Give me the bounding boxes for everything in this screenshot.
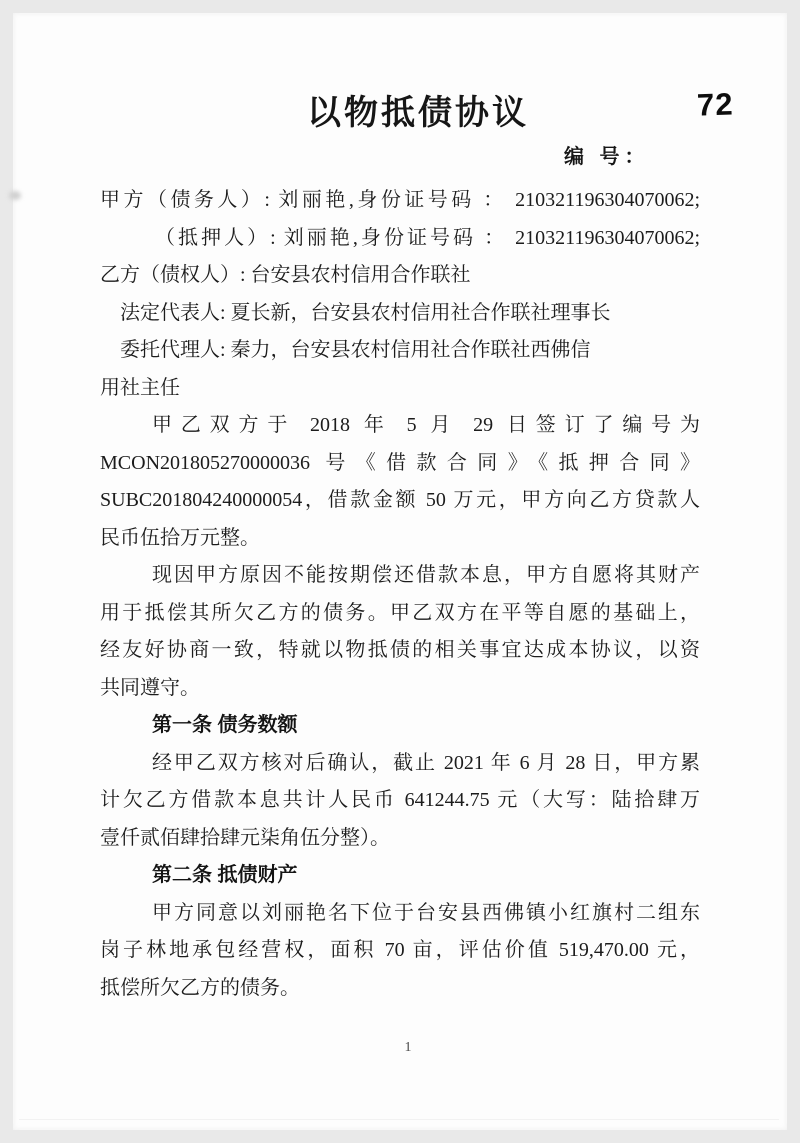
line-preamble-4: 共同遵守。 xyxy=(100,676,200,699)
scan-smudge xyxy=(9,191,21,200)
line-loan-amount-cont: 民币伍拾万元整。 xyxy=(100,526,260,549)
line-mortgagor: （抵押人）: 刘丽艳,身份证号码 ： 210321196304070062; xyxy=(155,226,700,249)
handwritten-page-number: 72 xyxy=(696,86,735,123)
heading-article-2: 第二条 抵债财产 xyxy=(152,864,298,886)
line-preamble-1: 现因甲方原因不能按期偿还借款本息，甲方自愿将其财产 xyxy=(152,564,700,586)
document-page xyxy=(13,13,787,1130)
line-loan-contract-no: MCON201805270000036 号《借款合同》《抵押合同》 xyxy=(100,451,700,474)
line-party-a-debtor: 甲方（债务人）: 刘丽艳,身份证号码 ： 210321196304070062; xyxy=(100,189,700,211)
document-title: 以物抵债协议 xyxy=(307,94,529,132)
document-body xyxy=(100,182,700,1007)
line-preamble-2: 用于抵偿其所欠乙方的债务。甲乙双方在平等自愿的基础上， xyxy=(100,601,700,624)
line-article1-1: 经甲乙双方核对后确认，截止 2021 年 6 月 28 日，甲方累 xyxy=(152,751,700,774)
line-article1-3: 壹仟贰佰肆拾肆元柒角伍分整）。 xyxy=(100,826,390,849)
footer-page-number: 1 xyxy=(404,1040,412,1055)
line-article2-2: 岗子林地承包经营权，面积 70 亩，评估价值 519,470.00 元， xyxy=(100,939,700,961)
line-article1-2: 计欠乙方借款本息共计人民币 641244.75 元（大写：陆拾肆万 xyxy=(100,789,700,811)
line-party-b-creditor: 乙方（债权人）: 台安县农村信用合作联社 xyxy=(100,264,471,286)
line-legal-representative: 法定代表人: 夏长新，台安县农村信用社合作联社理事长 xyxy=(120,301,611,324)
line-preamble-3: 经友好协商一致，特就以物抵债的相关事宜达成本协议，以资 xyxy=(100,639,700,661)
line-authorized-agent: 委托代理人: 秦力，台安县农村信用社合作联社西佛信 xyxy=(120,339,591,361)
line-mortgage-contract-no: SUBC201804240000054，借款金额 50 万元，甲方向乙方贷款人 xyxy=(100,489,700,511)
document-number-label: 编 号： xyxy=(564,146,650,168)
scan-page-edge xyxy=(19,1119,779,1120)
heading-article-1: 第一条 债务数额 xyxy=(152,714,298,736)
line-article2-1: 甲方同意以刘丽艳名下位于台安县西佛镇小红旗村二组东 xyxy=(152,901,700,924)
line-agent-title-cont: 用社主任 xyxy=(100,376,180,399)
line-contract-date: 甲乙双方于 2018 年 5 月 29 日签订了编号为 xyxy=(152,414,700,436)
line-article2-3: 抵偿所欠乙方的债务。 xyxy=(100,976,300,999)
